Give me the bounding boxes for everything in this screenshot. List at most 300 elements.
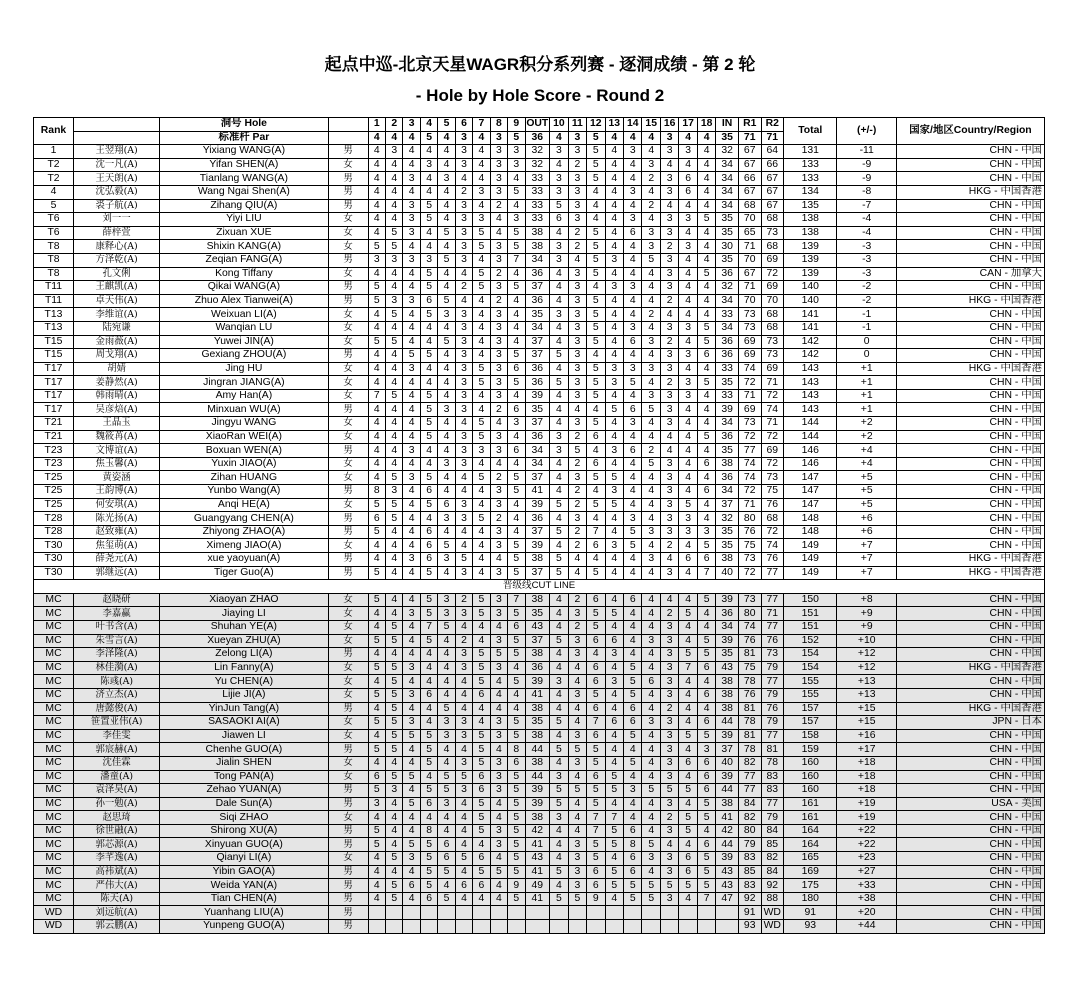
gender-cell: 女 (328, 620, 368, 634)
to-par-cell: -4 (837, 226, 897, 240)
to-par-cell: +13 (837, 675, 897, 689)
rank-cell: T25 (34, 485, 74, 499)
to-par-cell: -8 (837, 185, 897, 199)
country-cell: HKG - 中国香港 (896, 661, 1044, 675)
hole-score-cell: 4 (508, 389, 525, 403)
to-par-cell: +15 (837, 702, 897, 716)
chinese-name-cell: 严伟大(A) (74, 879, 160, 893)
hole-score-cell: 5 (403, 349, 420, 363)
to-par-cell: +17 (837, 743, 897, 757)
hole-score-cell: 5 (438, 539, 455, 553)
hole-score-cell (605, 906, 623, 920)
hole-score-cell: 2 (660, 811, 678, 825)
country-cell: HKG - 中国香港 (896, 702, 1044, 716)
hole-score-cell: 4 (455, 688, 472, 702)
hole-score-cell: 4 (550, 389, 568, 403)
hole-score-cell: 3 (568, 267, 586, 281)
player-row (34, 185, 1045, 199)
out-score-cell: 39 (525, 675, 550, 689)
out-score-cell: 32 (525, 158, 550, 172)
hole-score-cell: 3 (660, 213, 678, 227)
hole-score-cell: 6 (420, 485, 437, 499)
hole-score-cell: 4 (660, 158, 678, 172)
round1-cell: 76 (738, 688, 761, 702)
country-cell: USA - 美国 (896, 797, 1044, 811)
chinese-name-cell: 郭继远(A) (74, 566, 160, 580)
hole-score-cell: 5 (386, 892, 403, 906)
hole-score-cell: 4 (697, 702, 715, 716)
hole-score-cell: 4 (490, 879, 507, 893)
english-name-cell: Zeqian FANG(A) (160, 253, 328, 267)
hole-score-cell: 6 (624, 593, 642, 607)
hole-score-cell: 4 (403, 485, 420, 499)
hole-score-cell: 4 (455, 797, 472, 811)
hole-score-cell: 5 (386, 688, 403, 702)
round2-cell: 76 (761, 634, 784, 648)
hole-score-cell: 3 (490, 145, 507, 159)
hole-score-cell: 7 (420, 620, 437, 634)
country-cell: CHN - 中国 (896, 349, 1044, 363)
hole-score-cell: 4 (550, 824, 568, 838)
hole-score-cell: 4 (550, 158, 568, 172)
rank-cell: T11 (34, 294, 74, 308)
hole-score-cell: 4 (568, 403, 586, 417)
in-score-cell: 37 (716, 743, 739, 757)
out-score-cell (525, 906, 550, 920)
header-hole-num: 12 (587, 118, 605, 132)
hole-score-cell: 3 (490, 539, 507, 553)
hole-score-cell: 5 (508, 797, 525, 811)
hole-score-cell: 3 (642, 852, 660, 866)
out-score-cell: 38 (525, 756, 550, 770)
header-par-value: 5 (587, 131, 605, 145)
english-name-cell: Tiger Guo(A) (160, 566, 328, 580)
player-row (34, 512, 1045, 526)
round2-cell: 68 (761, 240, 784, 254)
hole-score-cell: 5 (490, 648, 507, 662)
hole-score-cell: 4 (403, 634, 420, 648)
hole-score-cell: 6 (624, 865, 642, 879)
hole-score-cell: 4 (420, 811, 437, 825)
hole-score-cell: 4 (605, 688, 623, 702)
hole-score-cell: 3 (660, 267, 678, 281)
hole-score-cell: 4 (508, 525, 525, 539)
hole-score-cell: 3 (455, 158, 472, 172)
english-name-cell: Amy Han(A) (160, 389, 328, 403)
country-cell: CHN - 中国 (896, 240, 1044, 254)
round1-cell: 65 (738, 226, 761, 240)
chinese-name-cell: 薛尧元(A) (74, 553, 160, 567)
hole-score-cell: 5 (587, 743, 605, 757)
player-row (34, 498, 1045, 512)
hole-score-cell: 4 (473, 335, 490, 349)
hole-score-cell: 5 (605, 770, 623, 784)
round1-cell: 91 (738, 906, 761, 920)
hole-score-cell: 5 (508, 240, 525, 254)
hole-score-cell (368, 906, 385, 920)
gender-cell: 女 (328, 729, 368, 743)
out-score-cell: 37 (525, 281, 550, 295)
hole-score-cell (438, 906, 455, 920)
hole-score-cell: 3 (642, 240, 660, 254)
hole-score-cell: 5 (420, 852, 437, 866)
hole-score-cell: 4 (386, 457, 403, 471)
player-row (34, 648, 1045, 662)
player-row (34, 430, 1045, 444)
hole-score-cell: 5 (624, 661, 642, 675)
hole-score-cell: 5 (587, 145, 605, 159)
round1-cell: 67 (738, 145, 761, 159)
hole-score-cell: 3 (660, 756, 678, 770)
out-score-cell: 36 (525, 661, 550, 675)
hole-score-cell: 3 (660, 852, 678, 866)
gender-cell: 女 (328, 308, 368, 322)
hole-score-cell: 5 (697, 865, 715, 879)
hole-score-cell: 4 (420, 770, 437, 784)
hole-score-cell: 4 (455, 539, 472, 553)
hole-score-cell: 3 (642, 158, 660, 172)
in-score-cell: 38 (716, 702, 739, 716)
chinese-name-cell: 焦玉馨(A) (74, 457, 160, 471)
total-cell: 141 (784, 321, 837, 335)
header-blank (74, 131, 160, 145)
hole-score-cell: 4 (605, 335, 623, 349)
hole-score-cell: 4 (587, 185, 605, 199)
round2-cell: 81 (761, 743, 784, 757)
in-score-cell: 32 (716, 512, 739, 526)
hole-score-cell: 5 (420, 471, 437, 485)
rank-cell: WD (34, 920, 74, 934)
out-score-cell: 33 (525, 199, 550, 213)
out-score-cell: 37 (525, 349, 550, 363)
round2-cell: 70 (761, 294, 784, 308)
english-name-cell: Jiaying LI (160, 607, 328, 621)
to-par-cell: +5 (837, 498, 897, 512)
round2-cell: 77 (761, 797, 784, 811)
hole-score-cell: 3 (438, 553, 455, 567)
hole-score-cell: 5 (508, 349, 525, 363)
hole-score-cell: 5 (679, 648, 697, 662)
hole-score-cell: 4 (605, 145, 623, 159)
english-name-cell: Yuanhang LIU(A) (160, 906, 328, 920)
country-cell: CHN - 中国 (896, 376, 1044, 390)
hole-score-cell: 4 (605, 566, 623, 580)
hole-score-cell: 4 (550, 335, 568, 349)
hole-score-cell: 3 (490, 308, 507, 322)
hole-score-cell: 4 (403, 702, 420, 716)
hole-score-cell: 4 (624, 267, 642, 281)
rank-cell: MC (34, 729, 74, 743)
hole-score-cell: 3 (403, 226, 420, 240)
total-cell: 141 (784, 308, 837, 322)
chinese-name-cell: 胡婧 (74, 362, 160, 376)
hole-score-cell: 3 (679, 389, 697, 403)
hole-score-cell: 4 (455, 892, 472, 906)
hole-score-cell: 3 (455, 607, 472, 621)
hole-score-cell: 4 (490, 553, 507, 567)
hole-score-cell: 3 (455, 226, 472, 240)
country-cell: CHN - 中国 (896, 865, 1044, 879)
hole-score-cell: 5 (455, 852, 472, 866)
round1-cell: 71 (738, 240, 761, 254)
header-hole-num: 8 (490, 118, 507, 132)
rank-cell: T21 (34, 417, 74, 431)
hole-score-cell: 6 (679, 865, 697, 879)
hole-score-cell: 3 (660, 471, 678, 485)
hole-score-cell: 5 (368, 716, 385, 730)
hole-score-cell: 5 (697, 879, 715, 893)
hole-score-cell: 4 (679, 158, 697, 172)
player-row (34, 417, 1045, 431)
hole-score-cell: 3 (368, 253, 385, 267)
hole-score-cell: 4 (587, 199, 605, 213)
rank-cell: T25 (34, 498, 74, 512)
hole-score-cell: 4 (679, 403, 697, 417)
to-par-cell: +18 (837, 784, 897, 798)
hole-score-cell: 3 (490, 444, 507, 458)
hole-score-cell: 4 (473, 525, 490, 539)
hole-score-cell: 4 (455, 525, 472, 539)
hole-score-cell: 5 (587, 756, 605, 770)
hole-score-cell: 4 (605, 512, 623, 526)
hole-score-cell: 7 (508, 253, 525, 267)
hole-score-cell: 4 (697, 158, 715, 172)
in-score-cell: 39 (716, 770, 739, 784)
hole-score-cell: 4 (642, 797, 660, 811)
hole-score-cell: 6 (697, 784, 715, 798)
hole-score-cell: 4 (642, 702, 660, 716)
hole-score-cell: 4 (642, 185, 660, 199)
round1-cell: 73 (738, 553, 761, 567)
hole-score-cell (490, 920, 507, 934)
total-cell: 138 (784, 226, 837, 240)
hole-score-cell: 6 (438, 852, 455, 866)
hole-score-cell: 4 (438, 349, 455, 363)
hole-score-cell (679, 920, 697, 934)
out-score-cell: 39 (525, 539, 550, 553)
hole-score-cell: 4 (550, 226, 568, 240)
player-row (34, 797, 1045, 811)
hole-score-cell: 5 (550, 553, 568, 567)
round1-cell: 80 (738, 824, 761, 838)
round2-cell: 76 (761, 702, 784, 716)
total-cell: 143 (784, 362, 837, 376)
gender-cell: 男 (328, 253, 368, 267)
rank-cell: T17 (34, 389, 74, 403)
in-score-cell: 44 (716, 716, 739, 730)
in-score-cell: 34 (716, 199, 739, 213)
hole-score-cell: 5 (473, 607, 490, 621)
hole-score-cell: 4 (642, 648, 660, 662)
english-name-cell: Lijie JI(A) (160, 688, 328, 702)
hole-score-cell: 5 (550, 743, 568, 757)
hole-score-cell: 4 (679, 294, 697, 308)
hole-score-cell: 2 (490, 403, 507, 417)
rank-cell: MC (34, 770, 74, 784)
hole-score-cell: 4 (420, 362, 437, 376)
hole-score-cell: 6 (587, 865, 605, 879)
to-par-cell: -9 (837, 172, 897, 186)
hole-score-cell: 6 (605, 716, 623, 730)
player-row (34, 349, 1045, 363)
country-cell: CHN - 中国 (896, 852, 1044, 866)
hole-score-cell: 5 (473, 756, 490, 770)
hole-score-cell: 4 (624, 743, 642, 757)
hole-score-cell: 4 (420, 675, 437, 689)
total-cell: 143 (784, 403, 837, 417)
hole-score-cell: 5 (368, 688, 385, 702)
out-score-cell: 38 (525, 593, 550, 607)
hole-score-cell: 4 (605, 389, 623, 403)
hole-score-cell: 4 (605, 756, 623, 770)
country-cell: CHN - 中国 (896, 648, 1044, 662)
gender-cell: 男 (328, 403, 368, 417)
gender-cell: 男 (328, 920, 368, 934)
total-cell: 142 (784, 349, 837, 363)
hole-score-cell: 5 (642, 879, 660, 893)
total-cell: 146 (784, 444, 837, 458)
country-cell: CHN - 中国 (896, 539, 1044, 553)
hole-score-cell: 5 (368, 294, 385, 308)
hole-score-cell: 5 (420, 784, 437, 798)
chinese-name-cell: 康释心(A) (74, 240, 160, 254)
hole-score-cell: 4 (386, 430, 403, 444)
gender-cell: 男 (328, 648, 368, 662)
hole-score-cell: 6 (697, 349, 715, 363)
country-cell: CHN - 中国 (896, 444, 1044, 458)
hole-score-cell: 4 (508, 457, 525, 471)
hole-score-cell: 5 (550, 199, 568, 213)
round1-cell: 77 (738, 444, 761, 458)
hole-score-cell: 4 (679, 743, 697, 757)
english-name-cell: Dale Sun(A) (160, 797, 328, 811)
hole-score-cell: 4 (605, 892, 623, 906)
player-row (34, 335, 1045, 349)
hole-score-cell: 5 (386, 852, 403, 866)
round2-cell: 74 (761, 539, 784, 553)
out-score-cell: 35 (525, 308, 550, 322)
total-cell: 149 (784, 566, 837, 580)
hole-score-cell: 4 (386, 797, 403, 811)
hole-score-cell: 5 (420, 403, 437, 417)
chinese-name-cell: 济立杰(A) (74, 688, 160, 702)
gender-cell: 男 (328, 838, 368, 852)
hole-score-cell: 3 (386, 485, 403, 499)
to-par-cell: +20 (837, 906, 897, 920)
hole-score-cell: 3 (386, 253, 403, 267)
out-score-cell: 33 (525, 172, 550, 186)
hole-score-cell: 5 (403, 729, 420, 743)
hole-score-cell: 3 (550, 811, 568, 825)
hole-score-cell: 3 (490, 335, 507, 349)
round2-cell: 69 (761, 253, 784, 267)
hole-score-cell: 5 (605, 865, 623, 879)
out-score-cell: 35 (525, 607, 550, 621)
hole-score-cell: 3 (490, 362, 507, 376)
hole-score-cell: 4 (386, 566, 403, 580)
hole-score-cell: 3 (438, 593, 455, 607)
hole-score-cell: 3 (568, 199, 586, 213)
hole-score-cell: 5 (587, 566, 605, 580)
round2-cell: 77 (761, 566, 784, 580)
chinese-name-cell: 王翌翔(A) (74, 145, 160, 159)
hole-score-cell: 4 (368, 675, 385, 689)
hole-score-cell: 4 (587, 403, 605, 417)
rank-cell: 4 (34, 185, 74, 199)
hole-score-cell: 5 (420, 865, 437, 879)
chinese-name-cell: 陆宛谦 (74, 321, 160, 335)
hole-score-cell: 4 (473, 172, 490, 186)
hole-score-cell: 3 (624, 362, 642, 376)
english-name-cell: Zixuan XUE (160, 226, 328, 240)
hole-score-cell: 4 (624, 607, 642, 621)
hole-score-cell: 3 (403, 852, 420, 866)
hole-score-cell: 5 (587, 376, 605, 390)
hole-score-cell: 5 (473, 743, 490, 757)
hole-score-cell: 2 (660, 539, 678, 553)
hole-score-cell: 5 (420, 756, 437, 770)
hole-score-cell: 3 (660, 865, 678, 879)
in-score-cell: 33 (716, 362, 739, 376)
player-row (34, 403, 1045, 417)
english-name-cell: Tian CHEN(A) (160, 892, 328, 906)
hole-score-cell: 4 (368, 226, 385, 240)
hole-score-cell: 4 (490, 702, 507, 716)
total-cell: 138 (784, 213, 837, 227)
total-cell: 165 (784, 852, 837, 866)
out-score-cell: 43 (525, 852, 550, 866)
hole-score-cell: 3 (455, 321, 472, 335)
header-par-value: 4 (438, 131, 455, 145)
hole-score-cell: 4 (642, 145, 660, 159)
round1-cell: 74 (738, 471, 761, 485)
round2-cell: 78 (761, 756, 784, 770)
in-score-cell: 43 (716, 661, 739, 675)
to-par-cell: +12 (837, 648, 897, 662)
country-cell: CHN - 中国 (896, 281, 1044, 295)
out-score-cell: 43 (525, 620, 550, 634)
hole-score-cell: 4 (624, 253, 642, 267)
hole-score-cell: 4 (624, 553, 642, 567)
hole-score-cell: 5 (697, 213, 715, 227)
hole-score-cell: 5 (660, 879, 678, 893)
total-cell: 139 (784, 267, 837, 281)
header-hole-num: 11 (568, 118, 586, 132)
in-score-cell: 36 (716, 607, 739, 621)
rank-cell: MC (34, 648, 74, 662)
hole-score-cell: 3 (624, 185, 642, 199)
hole-score-cell: 4 (550, 512, 568, 526)
round1-cell: 73 (738, 417, 761, 431)
chinese-name-cell: 周戈翔(A) (74, 349, 160, 363)
rank-cell: T17 (34, 376, 74, 390)
country-cell: HKG - 中国香港 (896, 362, 1044, 376)
rank-cell: MC (34, 634, 74, 648)
hole-score-cell: 6 (697, 661, 715, 675)
in-score-cell: 32 (716, 281, 739, 295)
chinese-name-cell: 陈光扬(A) (74, 512, 160, 526)
rank-cell: MC (34, 838, 74, 852)
english-name-cell: Jing HU (160, 362, 328, 376)
hole-score-cell: 3 (490, 281, 507, 295)
hole-score-cell: 3 (624, 321, 642, 335)
hole-score-cell: 6 (473, 852, 490, 866)
english-name-cell: Yiyi LIU (160, 213, 328, 227)
hole-score-cell: 6 (679, 852, 697, 866)
hole-score-cell: 3 (568, 335, 586, 349)
hole-score-cell: 3 (568, 281, 586, 295)
hole-score-cell: 3 (624, 281, 642, 295)
